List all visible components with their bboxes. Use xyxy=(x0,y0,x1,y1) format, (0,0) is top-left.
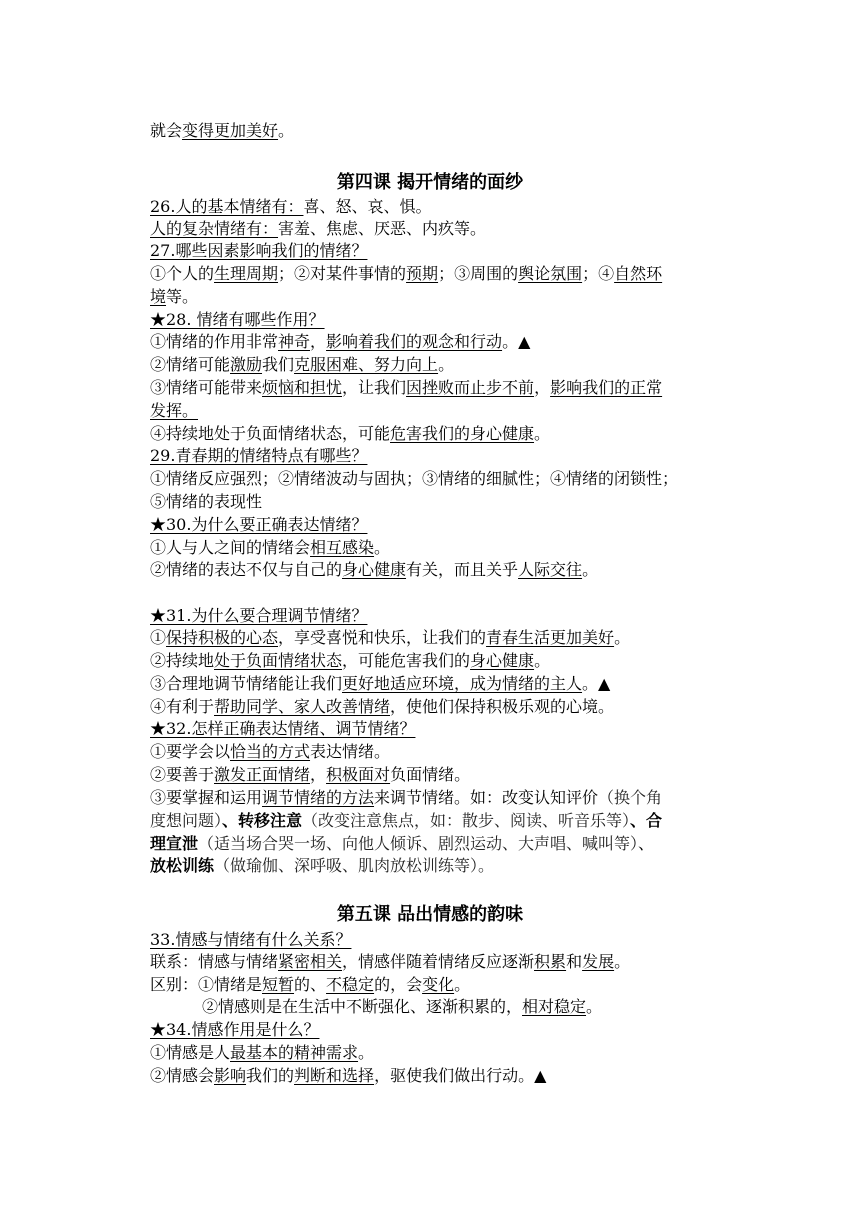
text-line: 度想问题）、转移注意（改变注意焦点，如：散步、阅读、听音乐等）、合 xyxy=(150,811,663,830)
question-31: ★31.为什么要合理调节情绪？ xyxy=(150,606,368,625)
lesson-5-title: 第五课 品出情感的韵味 xyxy=(336,904,524,925)
text-line: 人的复杂情绪有：害羞、焦虑、厌恶、内疚等。 xyxy=(150,219,487,238)
text-line: ①个人的生理周期；②对某件事情的预期；③周围的舆论氛围；④自然环 xyxy=(150,264,663,283)
lesson-4-title: 第四课 揭开情绪的面纱 xyxy=(336,172,524,193)
text-line: ②要善于激发正面情绪，积极面对负面情绪。 xyxy=(150,765,471,784)
text-line: ①情绪的作用非常神奇，影响着我们的观念和行动。▲ xyxy=(150,332,531,351)
text-line: 区别：①情绪是短暂的、不稳定的，会变化。 xyxy=(150,975,471,994)
question-28: ★28. 情绪有哪些作用？ xyxy=(150,310,325,329)
question-33: 33.情感与情绪有什么关系？ xyxy=(150,930,352,949)
text-line: ①保持积极的心态，享受喜悦和快乐，让我们的青春生活更加美好。 xyxy=(150,628,631,647)
text-line: ③合理地调节情绪能让我们更好地适应环境，成为情绪的主人。▲ xyxy=(150,674,611,693)
question-27: 27.哪些因素影响我们的情绪？ xyxy=(150,241,368,260)
text-line: ④有利于帮助同学、家人改善情绪，使他们保持积极乐观的心境。 xyxy=(150,697,615,716)
question-34: ★34.情感作用是什么？ xyxy=(150,1020,320,1039)
text-line: 联系：情感与情绪紧密相关，情感伴随着情绪反应逐渐积累和发展。 xyxy=(150,952,631,971)
text-line: 发挥。 xyxy=(150,401,199,420)
question-30: ★30.为什么要正确表达情绪？ xyxy=(150,515,368,534)
text-line: 26.人的基本情绪有：喜、怒、哀、惧。 xyxy=(150,197,432,216)
text-line: ②持续地处于负面情绪状态，可能危害我们的身心健康。 xyxy=(150,651,551,670)
question-29: 29.青春期的情绪特点有哪些？ xyxy=(150,446,368,465)
text-line: ②情绪可能激励我们克服困难、努力向上。 xyxy=(150,355,455,374)
text-line: ②情感会影响我们的判断和选择，驱使我们做出行动。▲ xyxy=(150,1066,547,1085)
text-line: ①情感是人最基本的精神需求。 xyxy=(150,1043,375,1062)
text-line: 理宣泄（适当场合哭一场、向他人倾诉、剧烈运动、大声唱、喊叫等）、 xyxy=(150,834,655,853)
text-line: ②情绪的表达不仅与自己的身心健康有关，而且关乎人际交往。 xyxy=(150,560,599,579)
text-line: ⑤情绪的表现性 xyxy=(150,492,263,511)
text-line: ③情绪可能带来烦恼和担忧，让我们因挫败而止步不前，影响我们的正常 xyxy=(150,378,663,397)
text-line: 就会变得更加美好。 xyxy=(150,121,295,140)
question-32: ★32.怎样正确表达情绪、调节情绪？ xyxy=(150,719,416,738)
text-line: 放松训练（做瑜伽、深呼吸、肌肉放松训练等）。 xyxy=(150,856,495,875)
text-line: ①要学会以恰当的方式表达情绪。 xyxy=(150,742,391,761)
text-line: 境等。 xyxy=(150,287,199,306)
text-line: ②情感则是在生活中不断强化、逐渐积累的，相对稳定。 xyxy=(202,997,603,1016)
text-line: ①情绪反应强烈；②情绪波动与固执；③情绪的细腻性；④情绪的闭锁性； xyxy=(150,469,679,488)
text-line: ①人与人之间的情绪会相互感染。 xyxy=(150,538,391,557)
text-line: ③要掌握和运用调节情绪的方法来调节情绪。如：改变认知评价（换个角 xyxy=(150,788,663,807)
text-line: ④持续地处于负面情绪状态，可能危害我们的身心健康。 xyxy=(150,424,551,443)
